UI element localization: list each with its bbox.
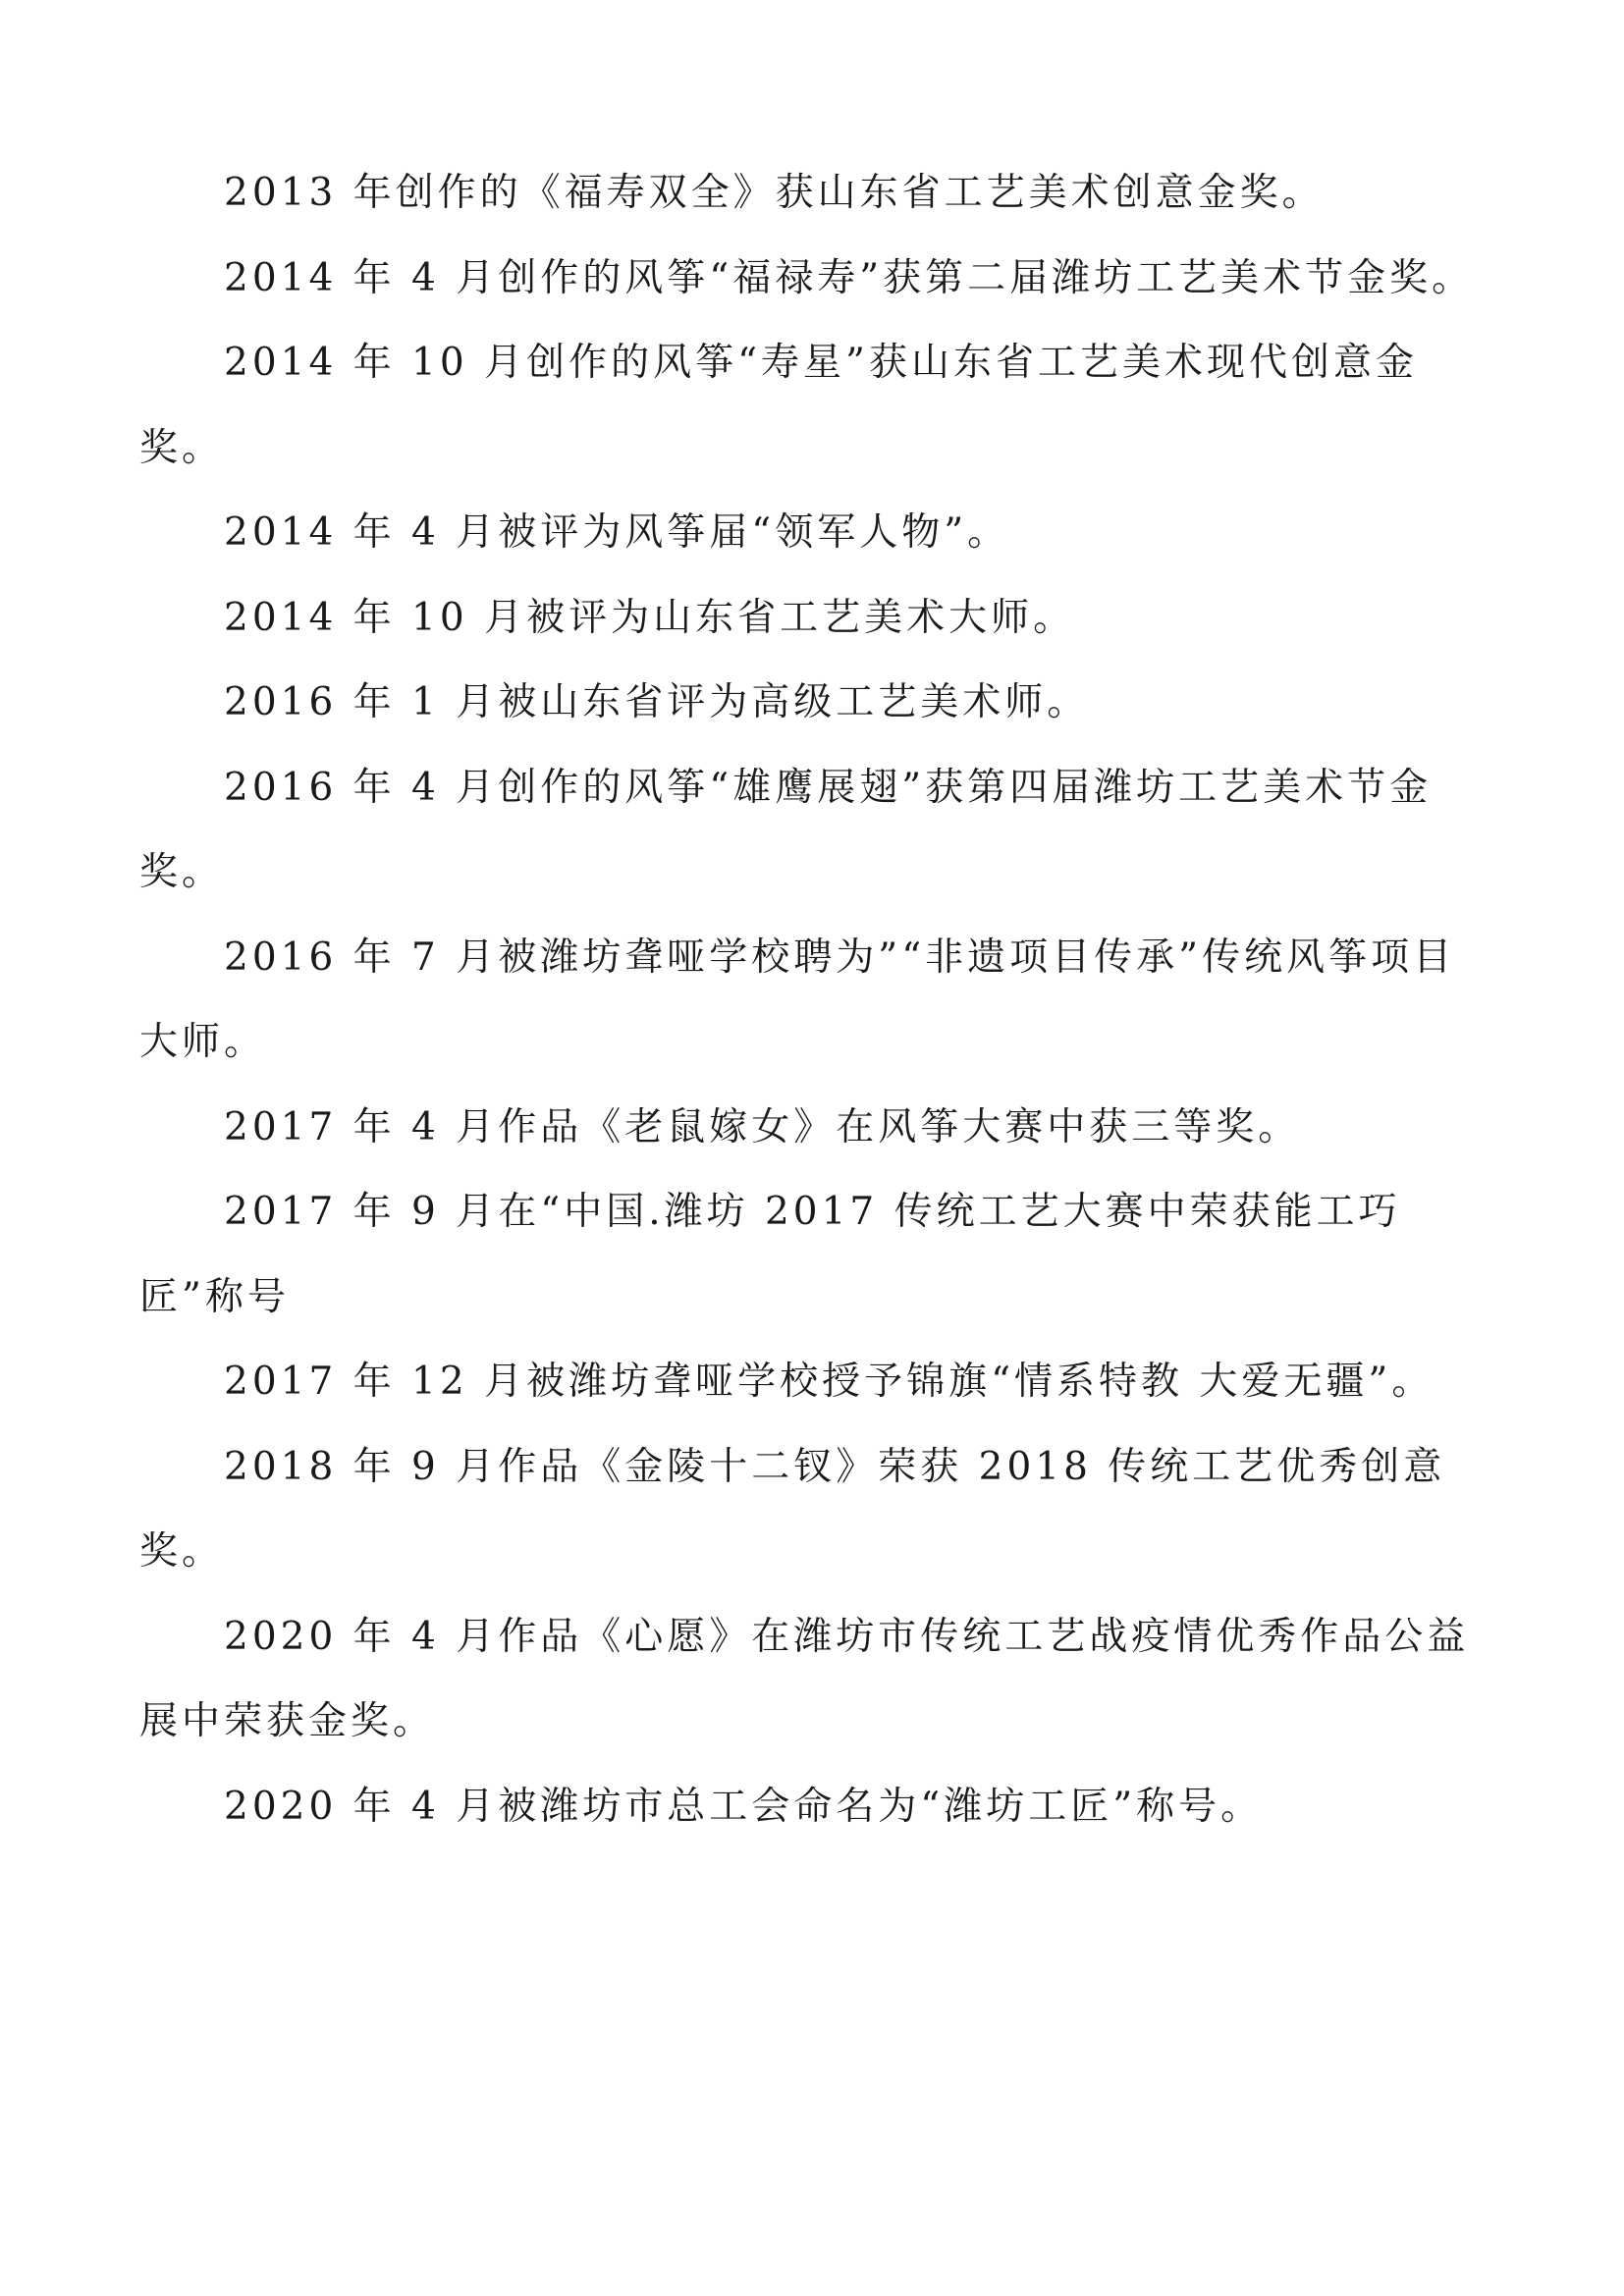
paragraph-2: 2014 年 4 月创作的风筝“福禄寿”获第二届潍坊工艺美术节金奖。 bbox=[224, 255, 1475, 300]
paragraph-6: 2016 年 1 月被山东省评为高级工艺美术师。 bbox=[224, 680, 1090, 724]
paragraph-7: 2016 年 4 月创作的风筝“雄鹰展翅”获第四届潍坊工艺美术节金奖。 bbox=[139, 765, 1433, 894]
paragraph-3: 2014 年 10 月创作的风筝“寿星”获山东省工艺美术现代创意金奖。 bbox=[139, 341, 1418, 470]
paragraph-1: 2013 年创作的《福寿双全》获山东省工艺美术创意金奖。 bbox=[224, 171, 1325, 215]
paragraph-12: 2018 年 9 月作品《金陵十二钗》荣获 2018 传统工艺优秀创意奖。 bbox=[139, 1444, 1446, 1574]
paragraph-8: 2016 年 7 月被潍坊聋哑学校聘为”“非遗项目传承”传统风筝项目大师。 bbox=[139, 934, 1456, 1064]
paragraph-10: 2017 年 9 月在“中国.潍坊 2017 传统工艺大赛中荣获能工巧匠”称号 bbox=[139, 1190, 1401, 1319]
paragraph-14: 2020 年 4 月被潍坊市总工会命名为“潍坊工匠”称号。 bbox=[224, 1784, 1264, 1829]
paragraph-9: 2017 年 4 月作品《老鼠嫁女》在风筝大赛中获三等奖。 bbox=[224, 1104, 1301, 1149]
document-body bbox=[139, 151, 1494, 1849]
paragraph-5: 2014 年 10 月被评为山东省工艺美术大师。 bbox=[224, 595, 1076, 640]
paragraph-11: 2017 年 12 月被潍坊聋哑学校授予锦旗“情系特教 大爱无疆”。 bbox=[224, 1360, 1435, 1404]
paragraph-13: 2020 年 4 月作品《心愿》在潍坊市传统工艺战疫情优秀作品公益展中荣获金奖。 bbox=[139, 1614, 1470, 1743]
paragraph-4: 2014 年 4 月被评为风筝届“领军人物”。 bbox=[224, 510, 1010, 555]
